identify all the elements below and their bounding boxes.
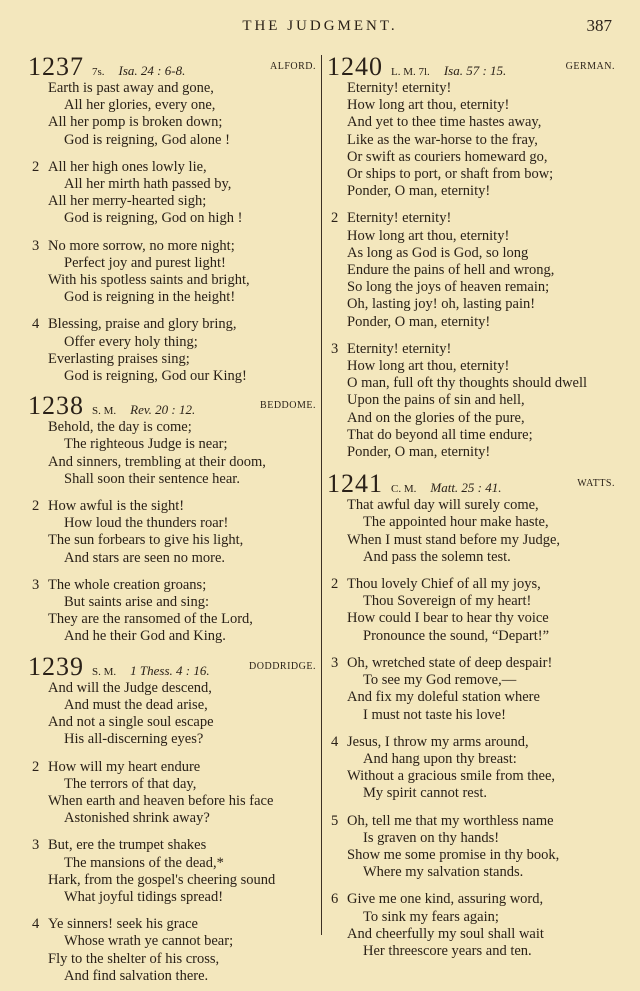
hymn-line (327, 943, 617, 960)
hymn-meter: S. M. (92, 665, 117, 678)
stanza-number: 2 (32, 498, 40, 515)
line-text: And he their God and King. (64, 628, 226, 645)
line-text: As long as God is God, so long (347, 244, 529, 261)
hymn-line (28, 176, 318, 193)
line-text: Without a gracious smile from thee, (347, 768, 555, 785)
hymn-heading (28, 52, 318, 80)
hymn-line (327, 444, 617, 461)
stanza (28, 498, 318, 567)
stanza (327, 497, 617, 566)
line-text: Ponder, O man, eternity! (347, 444, 491, 461)
hymn-line (327, 166, 617, 183)
line-text: And will the Judge descend, (48, 679, 212, 696)
line-text: Endure the pains of hell and wrong, (347, 262, 555, 279)
line-text: And fix my doleful station where (347, 689, 540, 706)
line-text: God is reigning, God on high ! (64, 210, 243, 227)
stanza (327, 891, 617, 960)
line-text: And stars are seen no more. (64, 549, 226, 566)
line-text: Eternity! eternity! (347, 340, 452, 357)
column-divider (321, 55, 322, 935)
hymn-line (28, 968, 318, 985)
hymn-line (28, 498, 318, 515)
hymn-line (28, 210, 318, 227)
hymn-meter: S. M. (92, 405, 117, 418)
hymn-line (327, 262, 617, 279)
stanza-number: 4 (331, 733, 339, 750)
hymn-line (327, 358, 617, 375)
hymn-line (327, 497, 617, 514)
hymn-line (28, 334, 318, 351)
stanza-number: 3 (331, 340, 339, 357)
line-text: Or swift as couriers homeward go, (347, 148, 548, 165)
hymn-line (28, 114, 318, 131)
stanza (28, 916, 318, 985)
hymn-author: BEDDOME. (260, 400, 316, 412)
hymn-line (28, 436, 318, 453)
hymn-line (28, 132, 318, 149)
line-text: To see my God remove,— (363, 672, 517, 689)
hymn-line (327, 813, 617, 830)
line-text: Or ships to port, or shaft from bow; (347, 166, 554, 183)
stanza (28, 680, 318, 749)
hymn-line (327, 532, 617, 549)
line-text: All her high ones lowly lie, (48, 158, 207, 175)
stanza (327, 813, 617, 882)
line-text: Ponder, O man, eternity! (347, 313, 491, 330)
hymn-line (327, 926, 617, 943)
hymn-line (327, 891, 617, 908)
hymn-line (327, 375, 617, 392)
hymn-line (28, 628, 318, 645)
line-text: Upon the pains of sin and hell, (347, 392, 525, 409)
line-text: My spirit cannot rest. (363, 785, 488, 802)
line-text: That do beyond all time endure; (347, 426, 533, 443)
hymn-line (28, 272, 318, 289)
stanza (327, 341, 617, 461)
stanza-number: 4 (32, 916, 40, 933)
hymn-line (327, 847, 617, 864)
scripture-reference: Isa. 24 : 6-8. (118, 63, 186, 78)
hymn-meter: 7s. (92, 66, 105, 78)
hymn-line (28, 577, 318, 594)
hymn-heading (327, 469, 617, 497)
line-text: God is reigning, God alone ! (64, 131, 230, 148)
line-text: Is graven on thy hands! (363, 829, 500, 846)
line-text: And find salvation there. (64, 967, 209, 984)
line-text: To sink my fears again; (363, 908, 499, 925)
hymn-line (327, 830, 617, 847)
line-text: And not a single soul escape (48, 714, 214, 731)
hymn-line (327, 655, 617, 672)
left-column (28, 52, 318, 991)
hymn-line (327, 427, 617, 444)
line-text: But, ere the trumpet shakes (48, 837, 207, 854)
line-text: Whose wrath ye cannot bear; (64, 933, 234, 950)
hymn-line (327, 576, 617, 593)
hymn-line (327, 97, 617, 114)
line-text: Fly to the shelter of his cross, (48, 950, 220, 967)
line-text: Hark, from the gospel's cheering sound (48, 871, 276, 888)
stanza (28, 159, 318, 228)
hymn-line (327, 80, 617, 97)
line-text: All her glories, every one, (64, 97, 216, 114)
stanza-number: 4 (32, 316, 40, 333)
stanza-number: 2 (32, 158, 40, 175)
stanza (28, 837, 318, 906)
scripture-reference: 1 Thess. 4 : 16. (130, 662, 210, 678)
line-text: The terrors of that day, (64, 775, 197, 792)
hymn-line (28, 933, 318, 950)
hymn-line (28, 680, 318, 697)
line-text: Give me one kind, assuring word, (347, 891, 544, 908)
stanza (28, 80, 318, 149)
line-text: How could I bear to hear thy voice (347, 610, 549, 627)
hymn-line (327, 314, 617, 331)
running-title: THE JUDGMENT. (242, 18, 398, 34)
hymn (327, 469, 617, 960)
line-text: Oh, wretched state of deep despair! (347, 654, 553, 671)
stanza (28, 238, 318, 307)
line-text: And cheerfully my soul shall wait (347, 925, 544, 942)
hymn-number: 1240 (327, 52, 383, 81)
line-text: Offer every holy thing; (64, 333, 198, 350)
line-text: And yet to thee time hastes away, (347, 114, 542, 131)
hymn-line (28, 515, 318, 532)
line-text: When earth and heaven before his face (48, 792, 274, 809)
hymn (28, 52, 318, 385)
hymn-line (28, 238, 318, 255)
hymn (327, 52, 617, 461)
hymn-line (327, 864, 617, 881)
line-text: All her merry-hearted sigh; (48, 193, 207, 210)
line-text: So long the joys of heaven remain; (347, 279, 550, 296)
stanza (327, 80, 617, 200)
hymn-line (28, 454, 318, 471)
hymn-line (327, 149, 617, 166)
hymn-line (28, 255, 318, 272)
line-text: The righteous Judge is near; (64, 436, 228, 453)
line-text: I must not taste his love! (363, 706, 506, 723)
stanza-number: 2 (331, 576, 339, 593)
hymn-line (327, 228, 617, 245)
line-text: But saints arise and sing: (64, 594, 209, 611)
line-text: All her pomp is broken down; (48, 114, 223, 131)
stanza-number: 3 (32, 576, 40, 593)
hymn-line (28, 810, 318, 827)
hymn-line (28, 419, 318, 436)
right-column (327, 52, 617, 966)
hymn-line (28, 776, 318, 793)
line-text: How will my heart endure (48, 758, 201, 775)
line-text: Perfect joy and purest light! (64, 254, 226, 271)
hymn-meter: L. M. 7l. (391, 66, 430, 78)
hymn-line (28, 368, 318, 385)
hymn-line (28, 714, 318, 731)
hymn (28, 652, 318, 985)
stanza (327, 655, 617, 724)
stanza (327, 576, 617, 645)
line-text: They are the ransomed of the Lord, (48, 611, 253, 628)
hymn-line (28, 97, 318, 114)
line-text: And on the glories of the pure, (347, 409, 525, 426)
hymn-line (28, 532, 318, 549)
line-text: God is reigning, God our King! (64, 368, 247, 385)
line-text: How loud the thunders roar! (64, 515, 229, 532)
hymn-line (28, 855, 318, 872)
line-text: Earth is past away and gone, (48, 80, 214, 96)
hymn-line (28, 193, 318, 210)
hymn-line (327, 768, 617, 785)
stanza (327, 734, 617, 803)
line-text: How long art thou, eternity! (347, 97, 510, 114)
stanza (327, 210, 617, 330)
stanza-number: 2 (32, 758, 40, 775)
hymn-line (28, 594, 318, 611)
hymn-line (28, 159, 318, 176)
stanza-number: 6 (331, 891, 339, 908)
line-text: All her mirth hath passed by, (64, 176, 232, 193)
line-text: Everlasting praises sing; (48, 350, 190, 367)
line-text: God is reigning in the height! (64, 289, 236, 306)
hymn-line (327, 909, 617, 926)
hymn-line (28, 872, 318, 889)
hymn-line (327, 549, 617, 566)
line-text: And must the dead arise, (64, 696, 208, 713)
stanza-number: 3 (32, 837, 40, 854)
line-text: Pronounce the sound, “Depart!” (363, 627, 550, 644)
line-text: With his spotless saints and bright, (48, 272, 250, 289)
hymn-heading (28, 391, 318, 419)
page-number: 387 (586, 16, 612, 35)
hymn-line (28, 351, 318, 368)
line-text: And pass the solemn test. (363, 548, 511, 565)
hymn-line (327, 132, 617, 149)
line-text: Astonished shrink away? (64, 810, 210, 827)
line-text: What joyful tidings spread! (64, 888, 224, 905)
line-text: The whole creation groans; (48, 576, 207, 593)
line-text: O man, full oft thy thoughts should dwell (347, 375, 588, 392)
line-text: Shall soon their sentence hear. (64, 470, 240, 487)
hymn-line (28, 793, 318, 810)
hymn-line (327, 689, 617, 706)
page-header (0, 16, 640, 40)
hymn-line (327, 514, 617, 531)
hymn-author: GERMAN. (565, 61, 615, 72)
line-text: The appointed hour make haste, (363, 514, 549, 531)
line-text: And sinners, trembling at their doom, (48, 453, 266, 470)
hymn-author: DODDRIDGE. (249, 660, 316, 672)
hymn-line (28, 611, 318, 628)
hymn-line (28, 837, 318, 854)
line-text: Her threescore years and ten. (363, 942, 532, 959)
line-text: How awful is the sight! (48, 498, 185, 515)
scripture-reference: Isa. 57 : 15. (443, 63, 507, 78)
line-text: That awful day will surely come, (347, 497, 539, 514)
line-text: Eternity! eternity! (347, 210, 452, 227)
line-text: How long art thou, eternity! (347, 358, 510, 375)
line-text: Behold, the day is come; (48, 419, 192, 436)
line-text: Jesus, I throw my arms around, (347, 733, 529, 750)
hymn-line (28, 916, 318, 933)
hymn-line (327, 296, 617, 313)
hymn-line (28, 889, 318, 906)
hymn-line (327, 341, 617, 358)
hymn-line (28, 697, 318, 714)
hymn-heading (28, 652, 318, 680)
hymn-line (327, 593, 617, 610)
hymn-line (327, 785, 617, 802)
hymn-line (327, 734, 617, 751)
stanza (28, 577, 318, 646)
line-text: Eternity! eternity! (347, 80, 452, 96)
stanza-number: 5 (331, 812, 339, 829)
hymn-line (327, 210, 617, 227)
line-text: How long art thou, eternity! (347, 227, 510, 244)
scripture-reference: Matt. 25 : 41. (430, 480, 502, 496)
hymn-line (327, 628, 617, 645)
hymn-author: WATTS. (577, 478, 615, 490)
line-text: The sun forbears to give his light, (48, 532, 244, 549)
line-text: Blessing, praise and glory bring, (48, 316, 237, 333)
line-text: Oh, tell me that my worthless name (347, 812, 554, 829)
line-text: Thou Sovereign of my heart! (363, 593, 532, 610)
hymn-line (327, 610, 617, 627)
line-text: Ponder, O man, eternity! (347, 183, 491, 200)
hymn-line (327, 392, 617, 409)
hymn-line (327, 279, 617, 296)
stanza-number: 3 (32, 237, 40, 254)
hymn-line (28, 471, 318, 488)
stanza (28, 419, 318, 488)
stanza-number: 2 (331, 210, 339, 227)
line-text: Thou lovely Chief of all my joys, (347, 576, 541, 593)
hymn-line (28, 731, 318, 748)
hymn-meter: C. M. (391, 483, 417, 496)
hymn-line (327, 245, 617, 262)
hymn-line (28, 759, 318, 776)
stanza (28, 316, 318, 385)
hymn-line (327, 183, 617, 200)
hymn-line (327, 707, 617, 724)
line-text: Show me some promise in thy book, (347, 846, 560, 863)
line-text: No more sorrow, no more night; (48, 237, 235, 254)
line-text: When I must stand before my Judge, (347, 531, 561, 548)
line-text: And hang upon thy breast: (363, 750, 517, 767)
line-text: Like as the war-horse to the fray, (347, 131, 538, 148)
hymn-number: 1237 (28, 52, 84, 81)
hymn-heading (327, 52, 617, 80)
line-text: Where my salvation stands. (363, 864, 524, 881)
stanza-number: 3 (331, 654, 339, 671)
hymn-author: ALFORD. (269, 61, 316, 72)
hymn-number: 1238 (28, 391, 84, 421)
scripture-reference: Rev. 20 : 12. (130, 402, 196, 418)
line-text: Ye sinners! seek his grace (48, 916, 198, 933)
hymn-line (327, 410, 617, 427)
hymn-line (28, 550, 318, 567)
hymn-line (327, 672, 617, 689)
hymn-line (28, 80, 318, 97)
line-text: The mansions of the dead,* (64, 854, 224, 871)
hymn-line (28, 289, 318, 306)
hymn (28, 391, 318, 645)
line-text: Oh, lasting joy! oh, lasting pain! (347, 296, 536, 313)
hymn-number: 1239 (28, 651, 84, 681)
hymn-number: 1241 (327, 469, 383, 499)
hymn-line (327, 751, 617, 768)
stanza (28, 759, 318, 828)
hymn-line (28, 316, 318, 333)
hymn-line (28, 951, 318, 968)
hymn-line (327, 114, 617, 131)
line-text: His all-discerning eyes? (64, 731, 204, 748)
